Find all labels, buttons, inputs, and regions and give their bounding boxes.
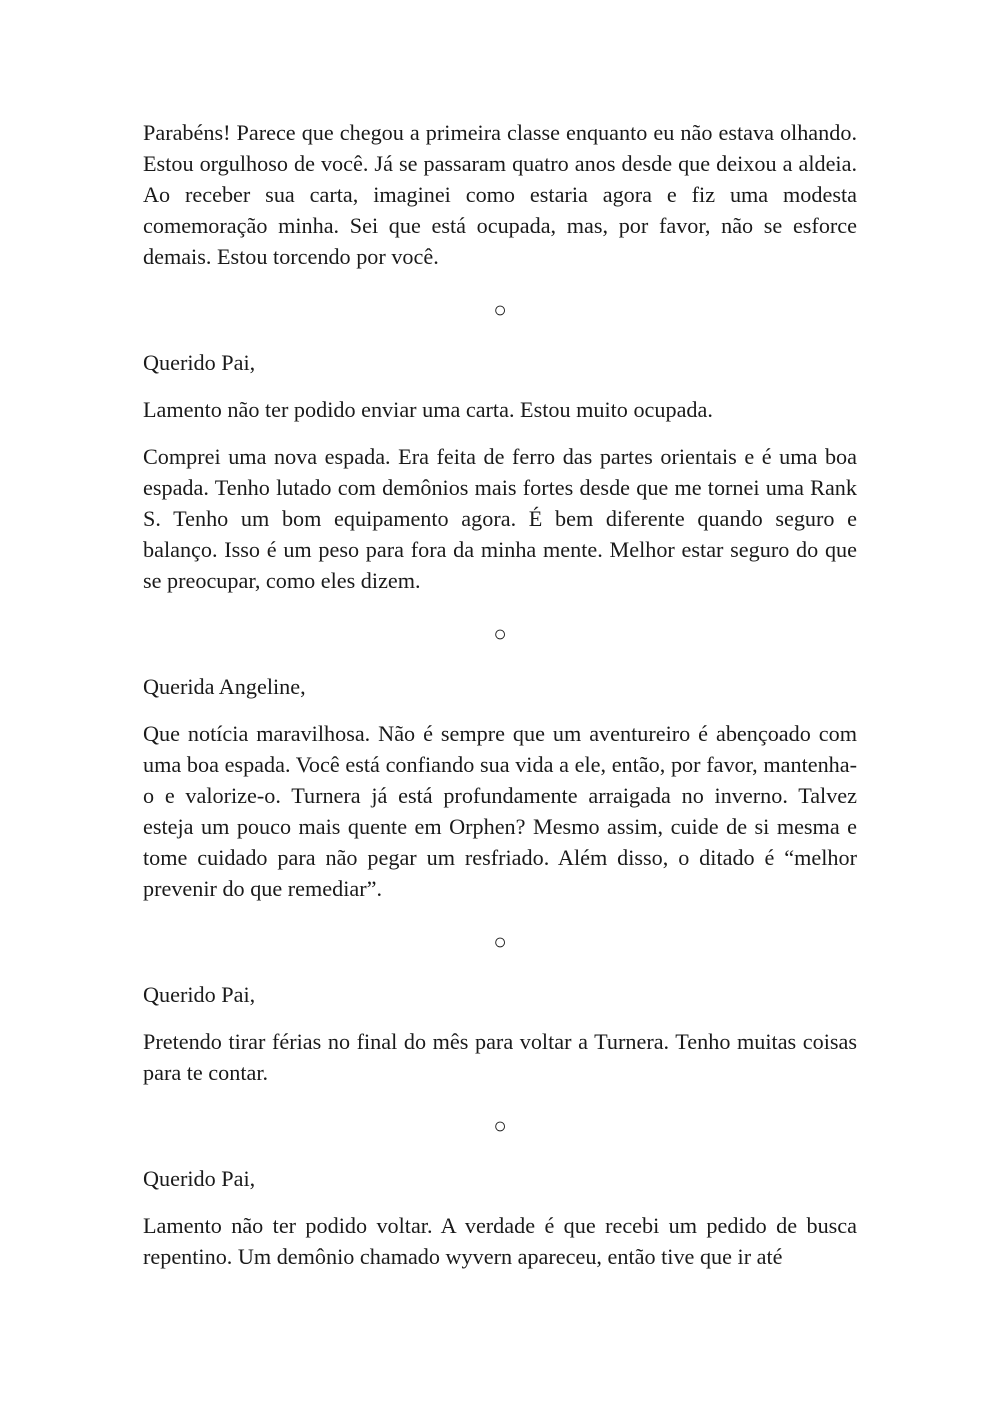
letter-paragraph: Parabéns! Parece que chegou a primeira classe enquanto eu não estava olhando. Estou orgulhoso de você. Já se passaram quatro anos desde que deixou a aldeia. Ao receber sua carta, imaginei como estaria agora e fiz uma modesta comemoração minha. Sei que está ocupada, mas, por favor, não se esforce demais. Estou torcendo por você.	[143, 120, 857, 269]
section-separator: ○	[493, 297, 507, 322]
letter-paragraph: Lamento não ter podido voltar. A verdade é que recebi um pedido de busca repentino. Um demônio chamado wyvern apareceu, então tive que ir até	[143, 1213, 857, 1269]
section-separator: ○	[493, 929, 507, 954]
document-body	[143, 117, 857, 1272]
letter-salutation: Querido Pai,	[143, 1166, 256, 1191]
letter-paragraph: Pretendo tirar férias no final do mês para voltar a Turnera. Tenho muitas coisas para te contar.	[143, 1029, 857, 1085]
letter-paragraph: Lamento não ter podido enviar uma carta. Estou muito ocupada.	[143, 397, 713, 422]
section-separator: ○	[493, 1113, 507, 1138]
letter-salutation: Querida Angeline,	[143, 674, 306, 699]
letter-salutation: Querido Pai,	[143, 350, 256, 375]
section-separator: ○	[493, 621, 507, 646]
letter-paragraph: Que notícia maravilhosa. Não é sempre que um aventureiro é abençoado com uma boa espada. Você está confiando sua vida a ele, então, por favor, mantenha-o e valorize-o. Turnera já está profundamente arraigada no inverno. Talvez esteja um pouco mais quente em Orphen? Mesmo assim, cuide de si mesma e tome cuidado para não pegar um resfriado. Além disso, o ditado é “melhor prevenir do que remediar”.	[143, 721, 857, 901]
letter-paragraph: Comprei uma nova espada. Era feita de ferro das partes orientais e é uma boa espada. Tenho lutado com demônios mais fortes desde que me tornei uma Rank S. Tenho um bom equipamento agora. É bem diferente quando seguro e balanço. Isso é um peso para fora da minha mente. Melhor estar seguro do que se preocupar, como eles dizem.	[143, 444, 857, 593]
letter-salutation: Querido Pai,	[143, 982, 256, 1007]
